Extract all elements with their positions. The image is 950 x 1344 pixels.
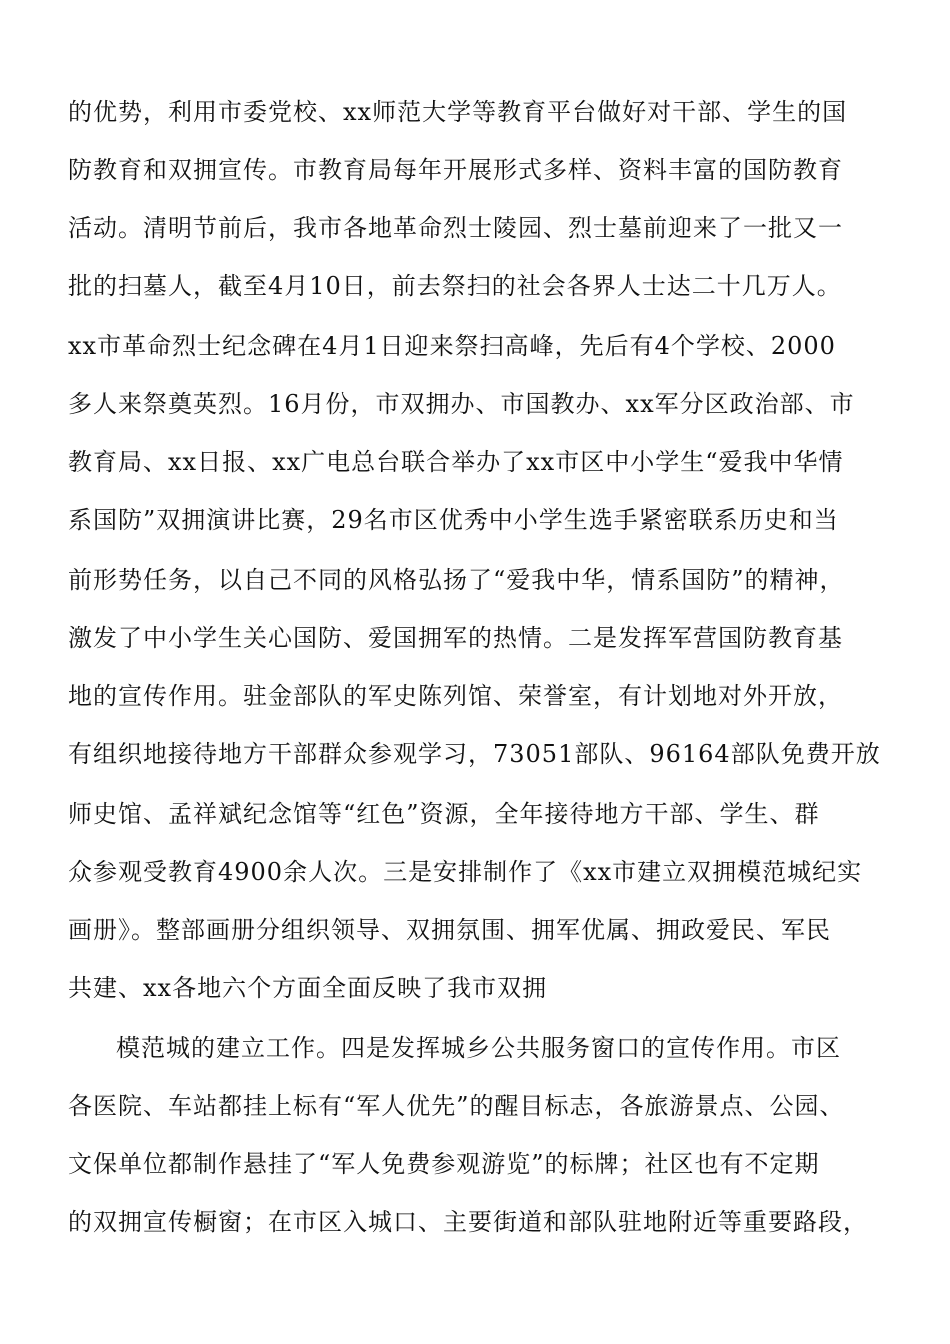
paragraph-1-line: 地的宣传作用。驻金部队的军史陈列馆、荣誉室，有计划地对外开放，	[68, 682, 843, 710]
paragraph-2-line: 各医院、车站都挂上标有“军人优先”的醒目标志，各旅游景点、公园、	[68, 1092, 845, 1120]
paragraph-1-line: 众参观受教育4900余人次。三是安排制作了《xx市建立双拥模范城纪实	[68, 858, 863, 886]
paragraph-1-line: 多人来祭奠英烈。16月份，市双拥办、市国教办、xx军分区政治部、市	[68, 390, 855, 418]
paragraph-1-line: 师史馆、孟祥斌纪念馆等“红色”资源，全年接待地方干部、学生、群	[68, 800, 820, 828]
paragraph-1-line: 系国防”双拥演讲比赛，29名市区优秀中小学生选手紧密联系历史和当	[68, 506, 839, 534]
paragraph-1-line: 画册》。整部画册分组织领导、双拥氛围、拥军优属、拥政爱民、军民	[68, 916, 831, 944]
paragraph-1-line: 共建、xx各地六个方面全面反映了我市双拥	[68, 974, 548, 1002]
paragraph-1-line: 批的扫墓人，截至4月10日，前去祭扫的社会各界人士达二十几万人。	[68, 272, 842, 300]
paragraph-1-line: 有组织地接待地方干部群众参观学习，73051部队、96164部队免费开放	[68, 740, 881, 768]
paragraph-1-line: 的优势，利用市委党校、xx师范大学等教育平台做好对干部、学生的国	[68, 98, 848, 126]
paragraph-2-line: 文保单位都制作悬挂了“军人免费参观游览”的标牌；社区也有不定期	[68, 1150, 820, 1178]
paragraph-1-line: 前形势任务，以自己不同的风格弘扬了“爱我中华，情系国防”的精神，	[68, 566, 845, 594]
paragraph-1-line: 防教育和双拥宣传。市教育局每年开展形式多样、资料丰富的国防教育	[68, 156, 843, 184]
paragraph-1-line: xx市革命烈士纪念碑在4月1日迎来祭扫高峰，先后有4个学校、2000	[68, 332, 836, 360]
paragraph-1-line: 活动。清明节前后，我市各地革命烈士陵园、烈士墓前迎来了一批又一	[68, 214, 843, 242]
paragraph-1-line: 教育局、xx日报、xx广电总台联合举办了xx市区中小学生“爱我中华情	[68, 448, 844, 476]
paragraph-1-line: 激发了中小学生关心国防、爱国拥军的热情。二是发挥军营国防教育基	[68, 624, 843, 652]
paragraph-2-line: 模范城的建立工作。四是发挥城乡公共服务窗口的宣传作用。市区	[116, 1034, 841, 1062]
paragraph-2-line: 的双拥宣传橱窗；在市区入城口、主要街道和部队驻地附近等重要路段，	[68, 1208, 868, 1236]
